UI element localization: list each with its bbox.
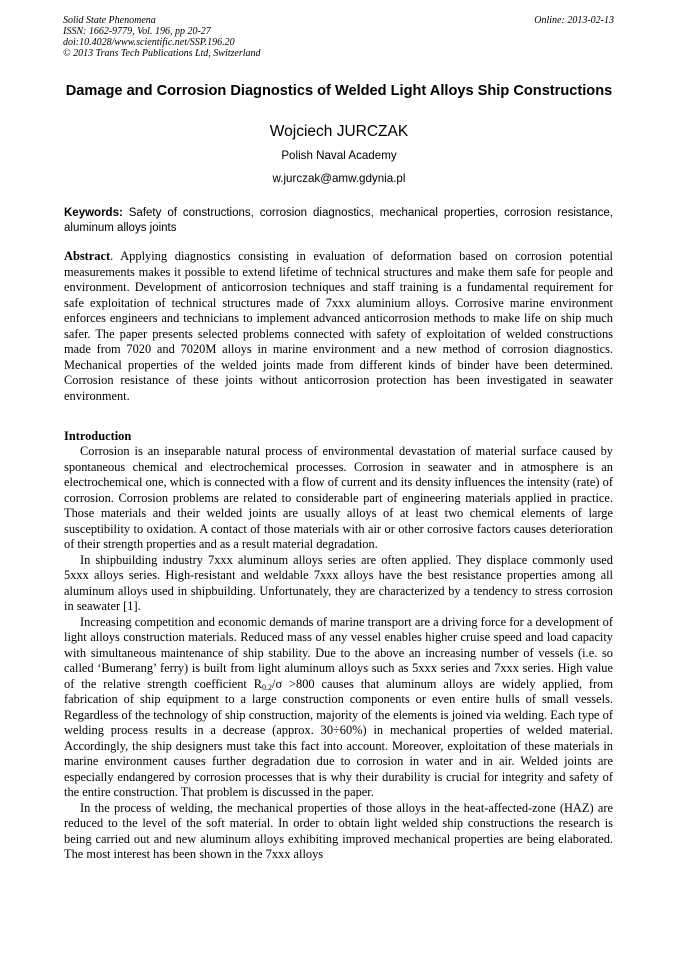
abstract-text: . Applying diagnostics consisting in evaluation of deformation based on corrosion potential measurements makes it possible to extend lifetime of technical structures and make them safe for people and environment. Development of anticorrosion techniques and staff training is a fundamental requirement for safe exploitation of technical structures made of 7xxx aluminium alloys. Corrosive marine environment enforces engineers and technicians to implement advanced anticorrosion methods to make life on ship much safer. The paper presents selected problems connected with safety of exploitation of welded constructions made from 7020 and 7020M alloys in marine environment and a new method of corrosion diagnostics. Mechanical properties of the welded joints made from different kinds of binder have been determined. Corrosion resistance of these joints without anticorrosion protection has been investigated in seawater environment. (64, 249, 613, 403)
paper-title: Damage and Corrosion Diagnostics of Welded Light Alloys Ship Constructions (65, 83, 613, 99)
introduction-body (64, 444, 613, 863)
intro-paragraph-1: Corrosion is an inseparable natural process of environmental devastation of material surface caused by spontaneous chemical and electrochemical processes. Corrosion in seawater and in atmosphere is an electrochemical one, which is connected with a flow of current and its density influences the intensity (rate) of corrosion. Corrosion problems are related to considerable part of engineering materials applied in practice. Those materials and their welded joints are usually alloys of at least two chemical elements of large susceptibility to oxidation. A contact of those materials with air or other corrosive factors causes deterioration of their strength properties and as a result material degradation. (64, 444, 613, 551)
subscript-0-2: 0.2 (262, 682, 272, 692)
abstract-label: Abstract (64, 249, 111, 263)
online-date: Online: 2013-02-13 (534, 15, 614, 26)
intro-paragraph-3 (64, 615, 613, 801)
author-email: w.jurczak@amw.gdynia.pl (272, 172, 406, 185)
journal-header (63, 15, 614, 59)
intro-paragraph-3-part-2: /σ >800 causes that aluminum alloys are widely applied, from fabrication of ship equipment to a large construction components or even entire hulls of small vessels. Regardless of the technology of ship construction, majority of the elements is joined via welding. Each type of welding process results in a decrease (approx. 30÷60%) in mechanical properties of welded material. Accordingly, the ship designers must take this fact into account. Moreover, exploitation of these materials in marine environment causes further degradation due to corrosion in water and in air. Welded joints are especially endangered by corrosion processes that is why their durability is crucial for integrity and safety of the entire construction. That problem is discussed in the paper. (64, 676, 613, 799)
journal-info (63, 15, 614, 59)
intro-paragraph-3-part-1: Increasing competition and economic demands of marine transport are a driving force for a development of light alloys construction materials. Reduced mass of any vessel enables higher cruise speed and load capacity with simultaneous maintenance of ship stability. Due to the above an increasing number of vessels (i.e. so called ‘Bumerang’ ferry) is built from light aluminum alloys such as 5xxx series and 7xxx series. High value of the relative strength coefficient R (64, 614, 613, 691)
abstract-section (64, 249, 613, 404)
journal-copyright: © 2013 Trans Tech Publications Ltd, Switzerland (63, 48, 261, 59)
keywords-label: Keywords: (64, 207, 123, 219)
introduction-heading: Introduction (64, 429, 132, 443)
author-affiliation: Polish Naval Academy (281, 149, 397, 162)
journal-name: Solid State Phenomena (63, 15, 156, 26)
keywords-text: Safety of constructions, corrosion diagnostics, mechanical properties, corrosion resistance, aluminum alloys joints (64, 207, 613, 234)
keywords-section (64, 206, 613, 236)
intro-paragraph-2: In shipbuilding industry 7xxx aluminum alloys series are often applied. They displace commonly used 5xxx alloys series. High-resistant and weldable 7xxx alloys have the best resistance properties among all aluminum alloys used in shipbuilding. Unfortunately, they are characterized by a tendency to stress corrosion in seawater [1]. (64, 552, 613, 613)
journal-doi: doi:10.4028/www.scientific.net/SSP.196.20 (63, 37, 235, 48)
author-name: Wojciech JURCZAK (269, 123, 409, 140)
intro-paragraph-4: In the process of welding, the mechanical properties of those alloys in the heat-affected-zone (HAZ) are reduced to the level of the soft material. In order to obtain light welded ship constructions the research is being carried out and new aluminum alloys exhibiting improved mechanical properties are being elaborated. The most interest has been shown in the 7xxx alloys (64, 800, 613, 861)
journal-issn: ISSN: 1662-9779, Vol. 196, pp 20-27 (63, 26, 211, 37)
